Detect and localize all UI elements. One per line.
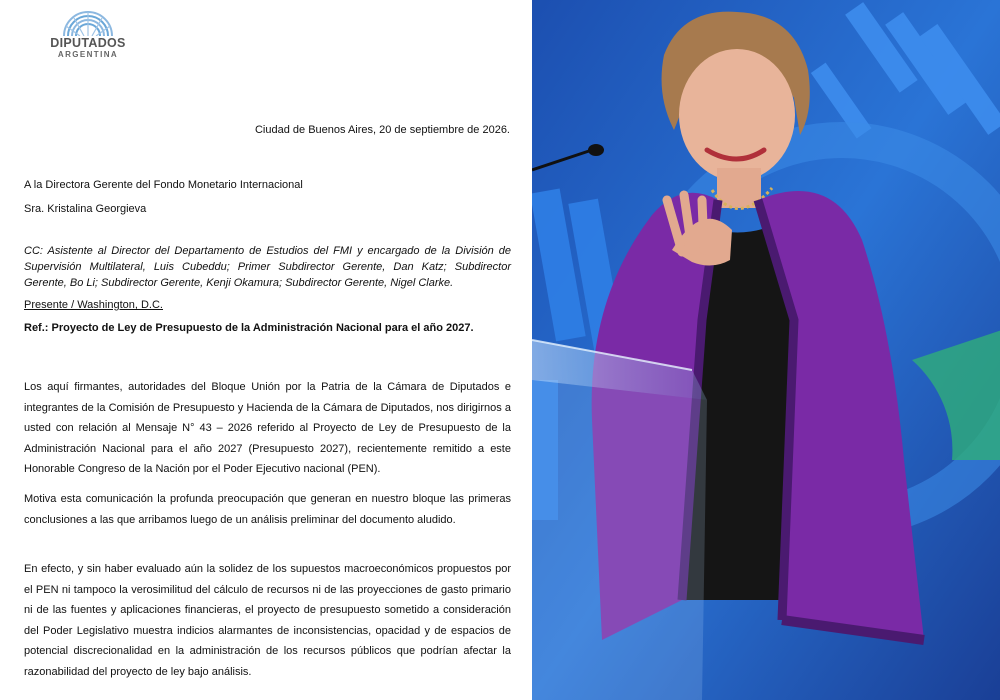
diputados-logo <box>48 10 128 68</box>
presente-line: Presente / Washington, D.C. <box>24 299 163 311</box>
body-paragraph: En efecto, y sin haber evaluado aún la solidez de los supuestos macroeconómicos propuestos por el PEN ni tampoco la verosimilitud del cálculo de recursos ni de las proyecciones de gasto primario ni de las fuentes y aplicaciones financieras, el proyecto de presupuesto sometido a consideración del Poder Legislativo muestra indicios alarmantes de inconsistencias, opacidad y de espacios de potencial discrecionalidad en la administración de los recursos públicos que podrían afectar la razonabilidad del proyecto de ley bajo análisis. <box>24 563 511 678</box>
logo-title: DIPUTADOS <box>50 36 126 50</box>
reference-line: Ref.: Proyecto de Ley de Presupuesto de la Administración Nacional para el año 2027. <box>24 322 474 334</box>
speaker-photo <box>532 0 1000 700</box>
body-paragraph: Motiva esta comunicación la profunda preocupación que generan en nuestro bloque las primeras conclusiones a las que arribamos luego de un análisis preliminar del documento aludido. <box>24 493 511 526</box>
logo-subtitle: ARGENTINA <box>57 50 119 59</box>
letter-recipient: A la Directora Gerente del Fondo Monetario Internacional <box>24 179 303 191</box>
letter-date: Ciudad de Buenos Aires, 20 de septiembre de 2026. <box>254 124 510 136</box>
body-paragraph: Los aquí firmantes, autoridades del Bloque Unión por la Patria de la Cámara de Diputados e integrantes de la Comisión de Presupuesto y Hacienda de la Cámara de Diputados, nos dirigirnos a usted con relación al Mensaje N° 43 – 2026 referido al Proyecto de Ley de Presupuesto de la Administración Nacional para el año 2027 (Presupuesto 2027), recientemente remitido a este Honorable Congreso de la Nación por el Poder Ejecutivo nacional (PEN). <box>24 381 511 475</box>
cc-line: CC: Asistente al Director del Departamento de Estudios del FMI y encargado de la División de Supervisión Multilateral, Luis Cubeddu; Primer Subdirector Gerente, Dan Katz; Subdirector Gerente, Bo Li; Subdirector Gerente, Kenji Okamura; Subdirector Gerente, Nigel Clarke. <box>24 245 511 289</box>
speaker-illustration <box>532 0 1000 700</box>
recipient-name: Sra. Kristalina Georgieva <box>24 203 147 215</box>
congress-dome-icon <box>60 10 116 36</box>
